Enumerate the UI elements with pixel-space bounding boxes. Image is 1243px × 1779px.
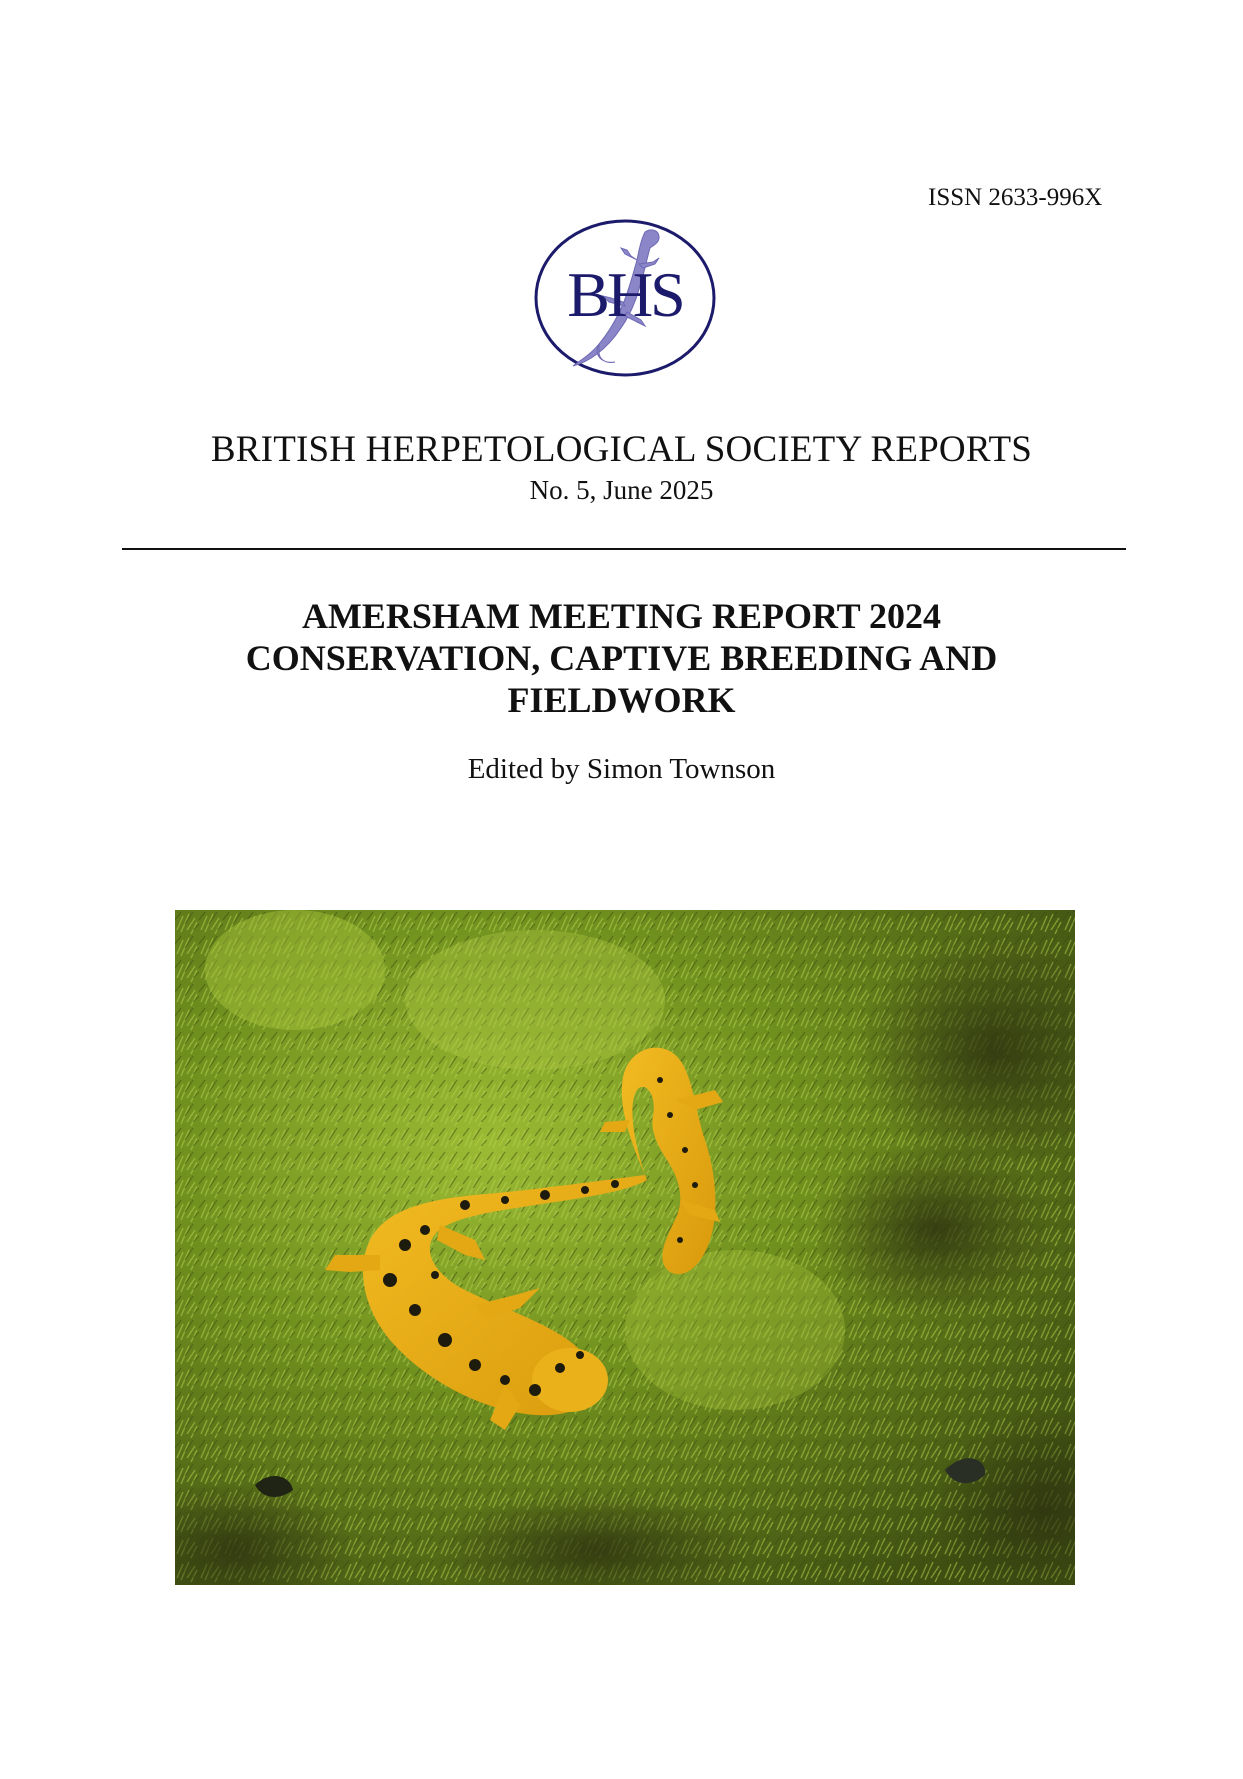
report-title-line: CONSERVATION, CAPTIVE BREEDING AND	[245, 638, 998, 678]
bhs-logo	[533, 218, 718, 378]
salamander-photo-icon	[175, 910, 1075, 1585]
report-title	[100, 595, 1143, 721]
logo-text: BHS	[567, 259, 683, 330]
bhs-lizard-logo-icon	[533, 218, 718, 378]
issue-number: No. 5, June 2025	[529, 475, 714, 505]
report-title-line: FIELDWORK	[507, 680, 736, 720]
cover-photo	[175, 910, 1075, 1585]
series-title: BRITISH HERPETOLOGICAL SOCIETY REPORTS	[210, 429, 1033, 470]
divider-rule	[122, 548, 1126, 550]
issn-number: ISSN 2633-996X	[928, 184, 1103, 211]
report-title-line: AMERSHAM MEETING REPORT 2024	[301, 596, 942, 636]
editor-credit: Edited by Simon Townson	[467, 753, 776, 785]
